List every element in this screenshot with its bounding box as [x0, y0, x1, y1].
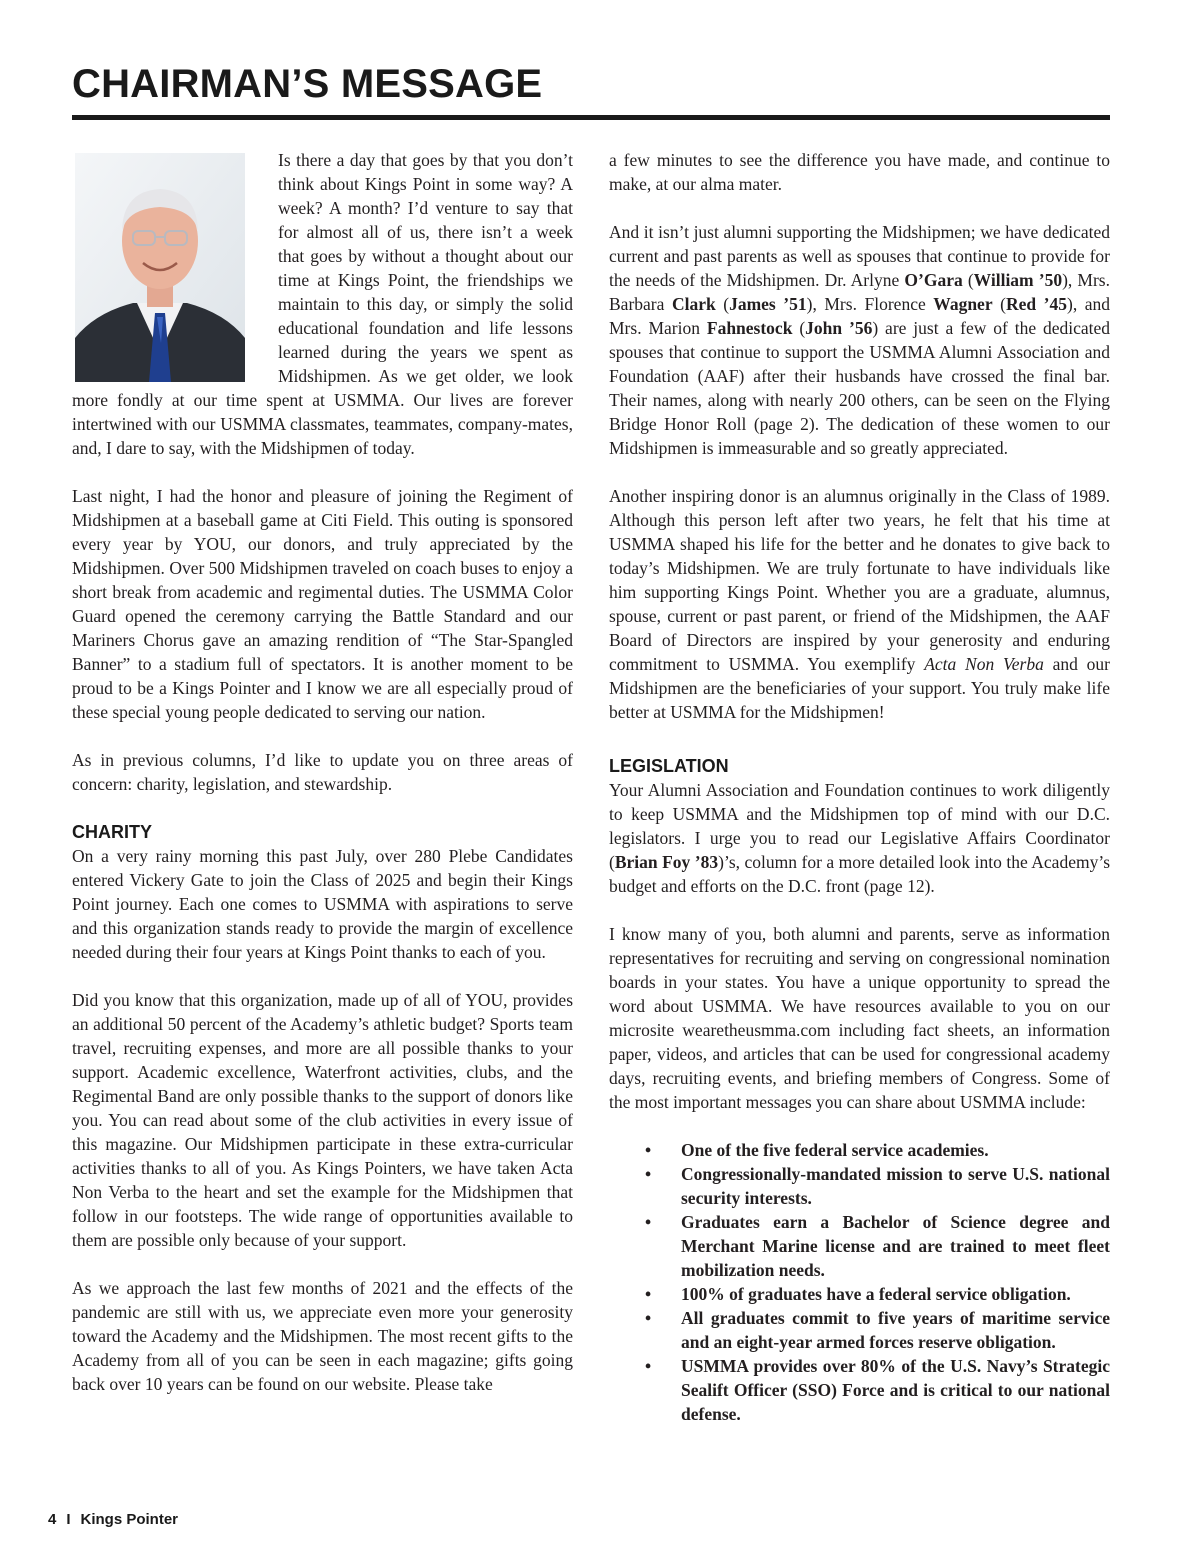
spouse-name: Wagner: [933, 294, 993, 314]
text-run: (: [792, 318, 806, 338]
text-run: )’s, column for a more detailed look into the Academy’s budget and efforts on the D.C. front (page 12).: [609, 852, 1110, 896]
alumnus-name: James ’51: [729, 294, 807, 314]
list-item: • All graduates commit to five years of maritime service and an eight-year armed forces reserve obligation.: [609, 1306, 1110, 1354]
footer-separator: I: [66, 1511, 71, 1528]
list-item: • 100% of graduates have a federal service obligation.: [609, 1282, 1110, 1306]
list-item: • USMMA provides over 80% of the U.S. Navy’s Strategic Sealift Officer (SSO) Force and is critical to our national defense.: [609, 1354, 1110, 1426]
text-run: ), Mrs. Florence: [806, 294, 934, 314]
right-paragraph-5: I know many of you, both alumni and parents, serve as information representatives for recruiting and serving on congressional nomination boards in your states. You have a unique opportunity to spread the word about USMMA. We have resources available to you on our microsite wearetheusmma.com including fact sheets, an information paper, videos, and articles that can be used for congressional academy days, recruiting events, and briefing members of Congress. Some of the most important messages you can share about USMMA include:: [609, 924, 1110, 1112]
chairman-portrait-illustration: [75, 153, 245, 382]
page-footer: [48, 1511, 178, 1528]
motto-italic: Acta Non Verba: [924, 654, 1044, 674]
list-item: • One of the five federal service academies.: [609, 1138, 1110, 1162]
text-run: (: [715, 294, 730, 314]
chairman-portrait: [75, 153, 245, 382]
list-item: • Congressionally-mandated mission to serve U.S. national security interests.: [609, 1162, 1110, 1210]
spouse-name: Fahnestock: [706, 318, 793, 338]
left-paragraph-4: On a very rainy morning this past July, over 280 Plebe Candidates entered Vickery Gate to join the Class of 2025 and begin their Kings Point journey. Each one comes to USMMA with aspirations to serve and this organization stands ready to provide the margin of excellence needed during their four years at Kings Point thanks to each of you.: [72, 846, 573, 962]
page-number: 4: [48, 1511, 57, 1528]
text-run: (: [992, 294, 1006, 314]
magazine-name: Kings Pointer: [80, 1511, 179, 1528]
text-run: ), and Mrs. Marion: [609, 294, 1111, 338]
page-title: CHAIRMAN’S MESSAGE: [72, 62, 543, 106]
right-paragraph-3: [609, 484, 1110, 724]
text-run: Your Alumni Association and Foundation continues to work diligently to keep USMMA and the Midshipmen top of mind with our D.C. legislators. I urge you to read our Legislative Affairs Coordinator (: [609, 780, 1110, 872]
text-run: ), Mrs. Barbara: [609, 270, 1110, 314]
text-run: (: [962, 270, 974, 290]
legislation-heading: LEGISLATION: [609, 756, 729, 776]
right-column: [609, 148, 1110, 1426]
coordinator-name: Brian Foy ’83: [614, 852, 719, 872]
alumnus-name: John ’56: [805, 318, 873, 338]
right-paragraph-2: [609, 220, 1110, 460]
alumnus-name: Red ’45: [1005, 294, 1067, 314]
left-column: [72, 148, 573, 1420]
list-item: • Graduates earn a Bachelor of Science degree and Merchant Marine license and are trained to meet fleet mobilization needs.: [609, 1210, 1110, 1282]
charity-heading: CHARITY: [72, 822, 152, 842]
left-paragraph-3: As in previous columns, I’d like to update you on three areas of concern: charity, legislation, and stewardship.: [72, 750, 573, 794]
left-paragraph-6: As we approach the last few months of 2021 and the effects of the pandemic are still with us, we appreciate even more your generosity toward the Academy and the Midshipmen. The most recent gifts to the Academy from all of you can be seen in each magazine; gifts going back over 10 years can be found on our website. Please take: [72, 1278, 573, 1394]
alumnus-name: William ’50: [973, 270, 1063, 290]
text-run: and our Midshipmen are the beneficiaries of your support. You truly make life better at USMMA for the Midshipmen!: [609, 654, 1110, 722]
left-paragraph-1: Is there a day that goes by that you don’t think about Kings Point in some way? A week? A month? I’d venture to say that for almost all of us, there isn’t a week that goes by without a thought about our time at Kings Point, the friendships we maintain to this day, or simply the solid educational foundation and life lessons learned during the years we spent as Midshipmen. As we get older, we look more fondly at our time spent at USMMA. Our lives are forever intertwined with our USMMA classmates, teammates, company-mates, and, I dare to say, with the Midshipmen of today.: [72, 150, 573, 458]
left-paragraph-2: Last night, I had the honor and pleasure of joining the Regiment of Midshipmen at a baseball game at Citi Field. This outing is sponsored every year by YOU, our donors, and truly appreciated by the Midshipmen. Over 500 Midshipmen traveled on coach buses to enjoy a short break from academic and regimental duties. The USMMA Color Guard opened the ceremony carrying the Battle Standard and our Mariners Chorus gave an amazing rendition of “The Star-Spangled Banner” to a stadium full of spectators. It is another moment to be proud to be a Kings Pointer and I know we are all especially proud of these special young people dedicated to serving our nation.: [72, 486, 573, 722]
right-paragraph-4: [609, 778, 1110, 898]
right-paragraph-1: a few minutes to see the difference you have made, and continue to make, at our alma mater.: [609, 150, 1110, 194]
spouse-name: Clark: [671, 294, 716, 314]
text-run: Another inspiring donor is an alumnus originally in the Class of 1989. Although this person left after two years, he felt that his time at USMMA shaped his life for the better and he donates to give back to today’s Midshipmen. We are truly fortunate to have individuals like him supporting Kings Point. Whether you are a graduate, alumnus, spouse, current or past parent, or friend of the Midshipmen, the AAF Board of Directors are inspired by your generosity and enduring commitment to USMMA. You exemplify: [609, 486, 1110, 674]
text-run: And it isn’t just alumni supporting the Midshipmen; we have dedicated current and past parents as well as spouses that continue to provide for the needs of the Midshipmen. Dr. Arlyne: [609, 222, 1110, 290]
title-rule: [72, 115, 1110, 120]
key-messages-list: [609, 1138, 1110, 1426]
spouse-name: O’Gara: [904, 270, 963, 290]
text-run: ) are just a few of the dedicated spouses that continue to support the USMMA Alumni Association and Foundation (AAF) after their husbands have crossed the final bar. Their names, along with nearly 200 others, can be seen on the Flying Bridge Honor Roll (page 2). The dedication of these women to our Midshipmen is immeasurable and so greatly appreciated.: [609, 318, 1111, 458]
left-paragraph-5: Did you know that this organization, made up of all of YOU, provides an additional 50 percent of the Academy’s athletic budget? Sports team travel, recruiting expenses, and more are all possible thanks to your support. Academic excellence, Waterfront activities, clubs, and the Regimental Band are only possible thanks to the support of donors like you. You can read about some of the club activities in every issue of this magazine. Our Midshipmen participate in these extra-curricular activities thanks to all of you. As Kings Pointers, we have taken Acta Non Verba to the heart and set the example for the Midshipmen that follow in our footsteps. The wide range of opportunities available to them are possible only because of your support.: [72, 990, 573, 1250]
